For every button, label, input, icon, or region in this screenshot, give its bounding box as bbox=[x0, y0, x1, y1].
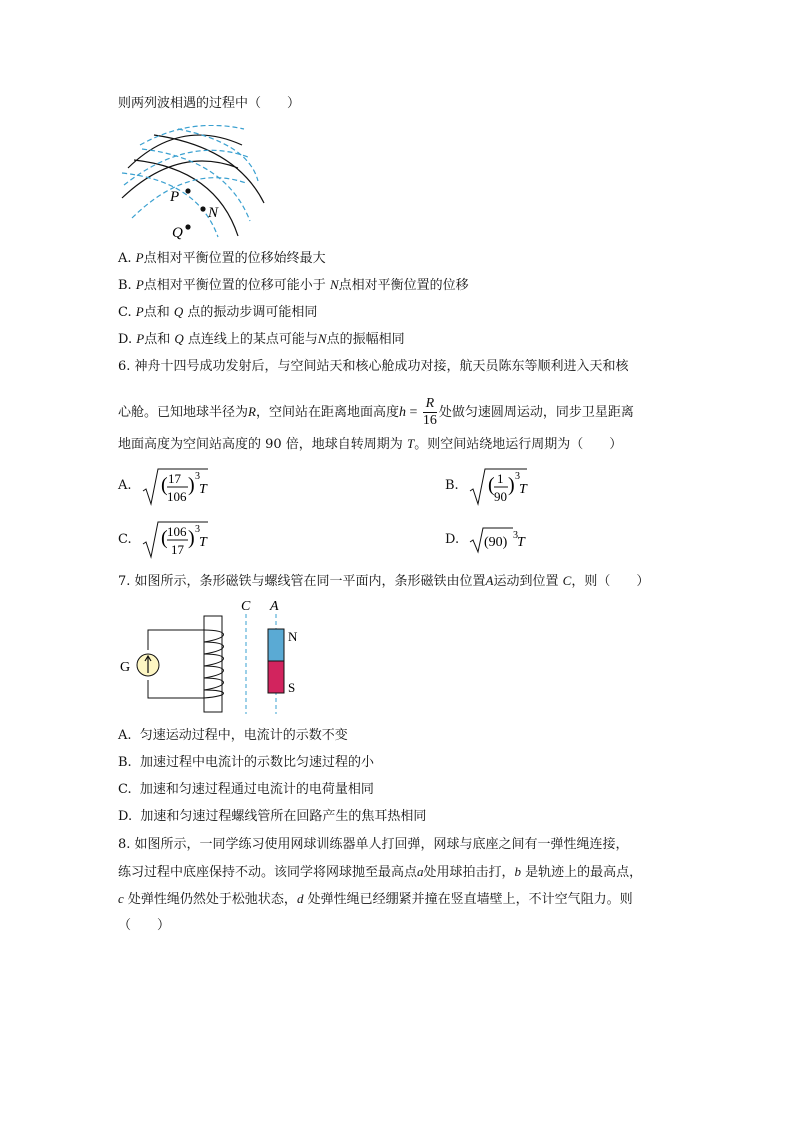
q7-option-c: C. 加速和匀速过程通过电流计的电荷量相同 bbox=[118, 782, 374, 797]
q7-option-a: A. 匀速运动过程中，电流计的示数不变 bbox=[118, 728, 348, 743]
q8-line-4: （ ） bbox=[118, 918, 171, 933]
svg-text:(: ( bbox=[488, 474, 495, 496]
svg-text:): ) bbox=[188, 527, 195, 549]
svg-text:(: ( bbox=[161, 527, 168, 549]
q5-option-d: D. P点和 Q 点连线上的某点可能与N点的振幅相同 bbox=[118, 331, 405, 347]
svg-text:17: 17 bbox=[168, 471, 181, 486]
radical-sign bbox=[469, 526, 529, 554]
svg-text:3: 3 bbox=[515, 471, 520, 482]
label-p: P bbox=[170, 189, 180, 205]
label-q: Q bbox=[172, 225, 183, 240]
svg-text:17: 17 bbox=[171, 542, 184, 557]
q5-option-c: C. P点和 Q 点的振动步调可能相同 bbox=[118, 304, 318, 320]
svg-text:3: 3 bbox=[195, 471, 200, 482]
svg-text:1: 1 bbox=[497, 471, 504, 486]
svg-text:106: 106 bbox=[167, 524, 187, 539]
q5-option-b: B. P点相对平衡位置的位移可能小于 N点相对平衡位置的位移 bbox=[118, 277, 469, 293]
q7-option-b: B. 加速过程中电流计的示数比匀速过程的小 bbox=[118, 755, 374, 770]
svg-text:90: 90 bbox=[494, 489, 507, 504]
q8-line-2: 练习过程中底座保持不动。该同学将网球抛至最高点a处用球拍击打，b 是轨迹上的最高点， bbox=[118, 864, 643, 880]
q8-line-1: 8. 如图所示，一同学练习使用网球训练器单人打回弹，网球与底座之间有一弹性绳连接， bbox=[118, 837, 629, 852]
q5-stem: 则两列波相遇的过程中（ ） bbox=[118, 96, 301, 111]
svg-text:3: 3 bbox=[195, 524, 200, 535]
svg-text:T: T bbox=[517, 535, 525, 550]
wave-interference-figure bbox=[118, 125, 268, 240]
svg-text:): ) bbox=[508, 474, 515, 496]
radical-sign bbox=[469, 467, 531, 507]
label-a: A bbox=[270, 599, 279, 614]
height-fraction: $\frac{R}{16}$ bbox=[422, 396, 437, 428]
radical-sign bbox=[142, 520, 212, 560]
svg-text:T: T bbox=[199, 482, 207, 497]
svg-text:): ) bbox=[188, 474, 195, 496]
q6-line-1: 6. 神舟十四号成功发射后，与空间站天和核心舱成功对接，航天员陈东等顺利进入天和核 bbox=[118, 359, 629, 374]
svg-text:(: ( bbox=[161, 474, 168, 496]
q7-stem: 7. 如图所示，条形磁铁与螺线管在同一平面内，条形磁铁由位置A运动到位置 C，则（ ） bbox=[118, 573, 650, 589]
svg-text:T: T bbox=[519, 482, 527, 497]
svg-text:3: 3 bbox=[513, 530, 518, 541]
label-c: C bbox=[241, 599, 251, 614]
magnet-solenoid-figure bbox=[118, 594, 318, 716]
radical-sign bbox=[142, 467, 212, 507]
svg-text:T: T bbox=[199, 535, 207, 550]
label-g: G bbox=[120, 660, 131, 675]
q5-option-a: A. P点相对平衡位置的位移始终最大 bbox=[118, 250, 326, 266]
q6-line-2: 心舱。已知地球半径为R，空间站在距离地面高度h = $\frac{R}{16}$ 处做匀速圆周运动，同步卫星距离 bbox=[118, 396, 634, 428]
label-n: N bbox=[208, 205, 219, 221]
svg-text:(90): (90) bbox=[484, 535, 508, 550]
label-north: N bbox=[288, 629, 298, 644]
q6-line-3: 地面高度为空间站高度的 90 倍，地球自转周期为 T。则空间站绕地运行周期为（ ） bbox=[118, 436, 623, 452]
label-south: S bbox=[288, 680, 296, 695]
magnet-south bbox=[268, 661, 284, 693]
magnet-north bbox=[268, 629, 284, 661]
q8-line-3: c 处弹性绳仍然处于松弛状态，d 处弹性绳已经绷紧并撞在竖直墙壁上，不计空气阻力。则 bbox=[118, 891, 633, 907]
q7-option-d: D. 加速和匀速过程螺线管所在回路产生的焦耳热相同 bbox=[118, 809, 427, 824]
svg-text:106: 106 bbox=[167, 489, 187, 504]
